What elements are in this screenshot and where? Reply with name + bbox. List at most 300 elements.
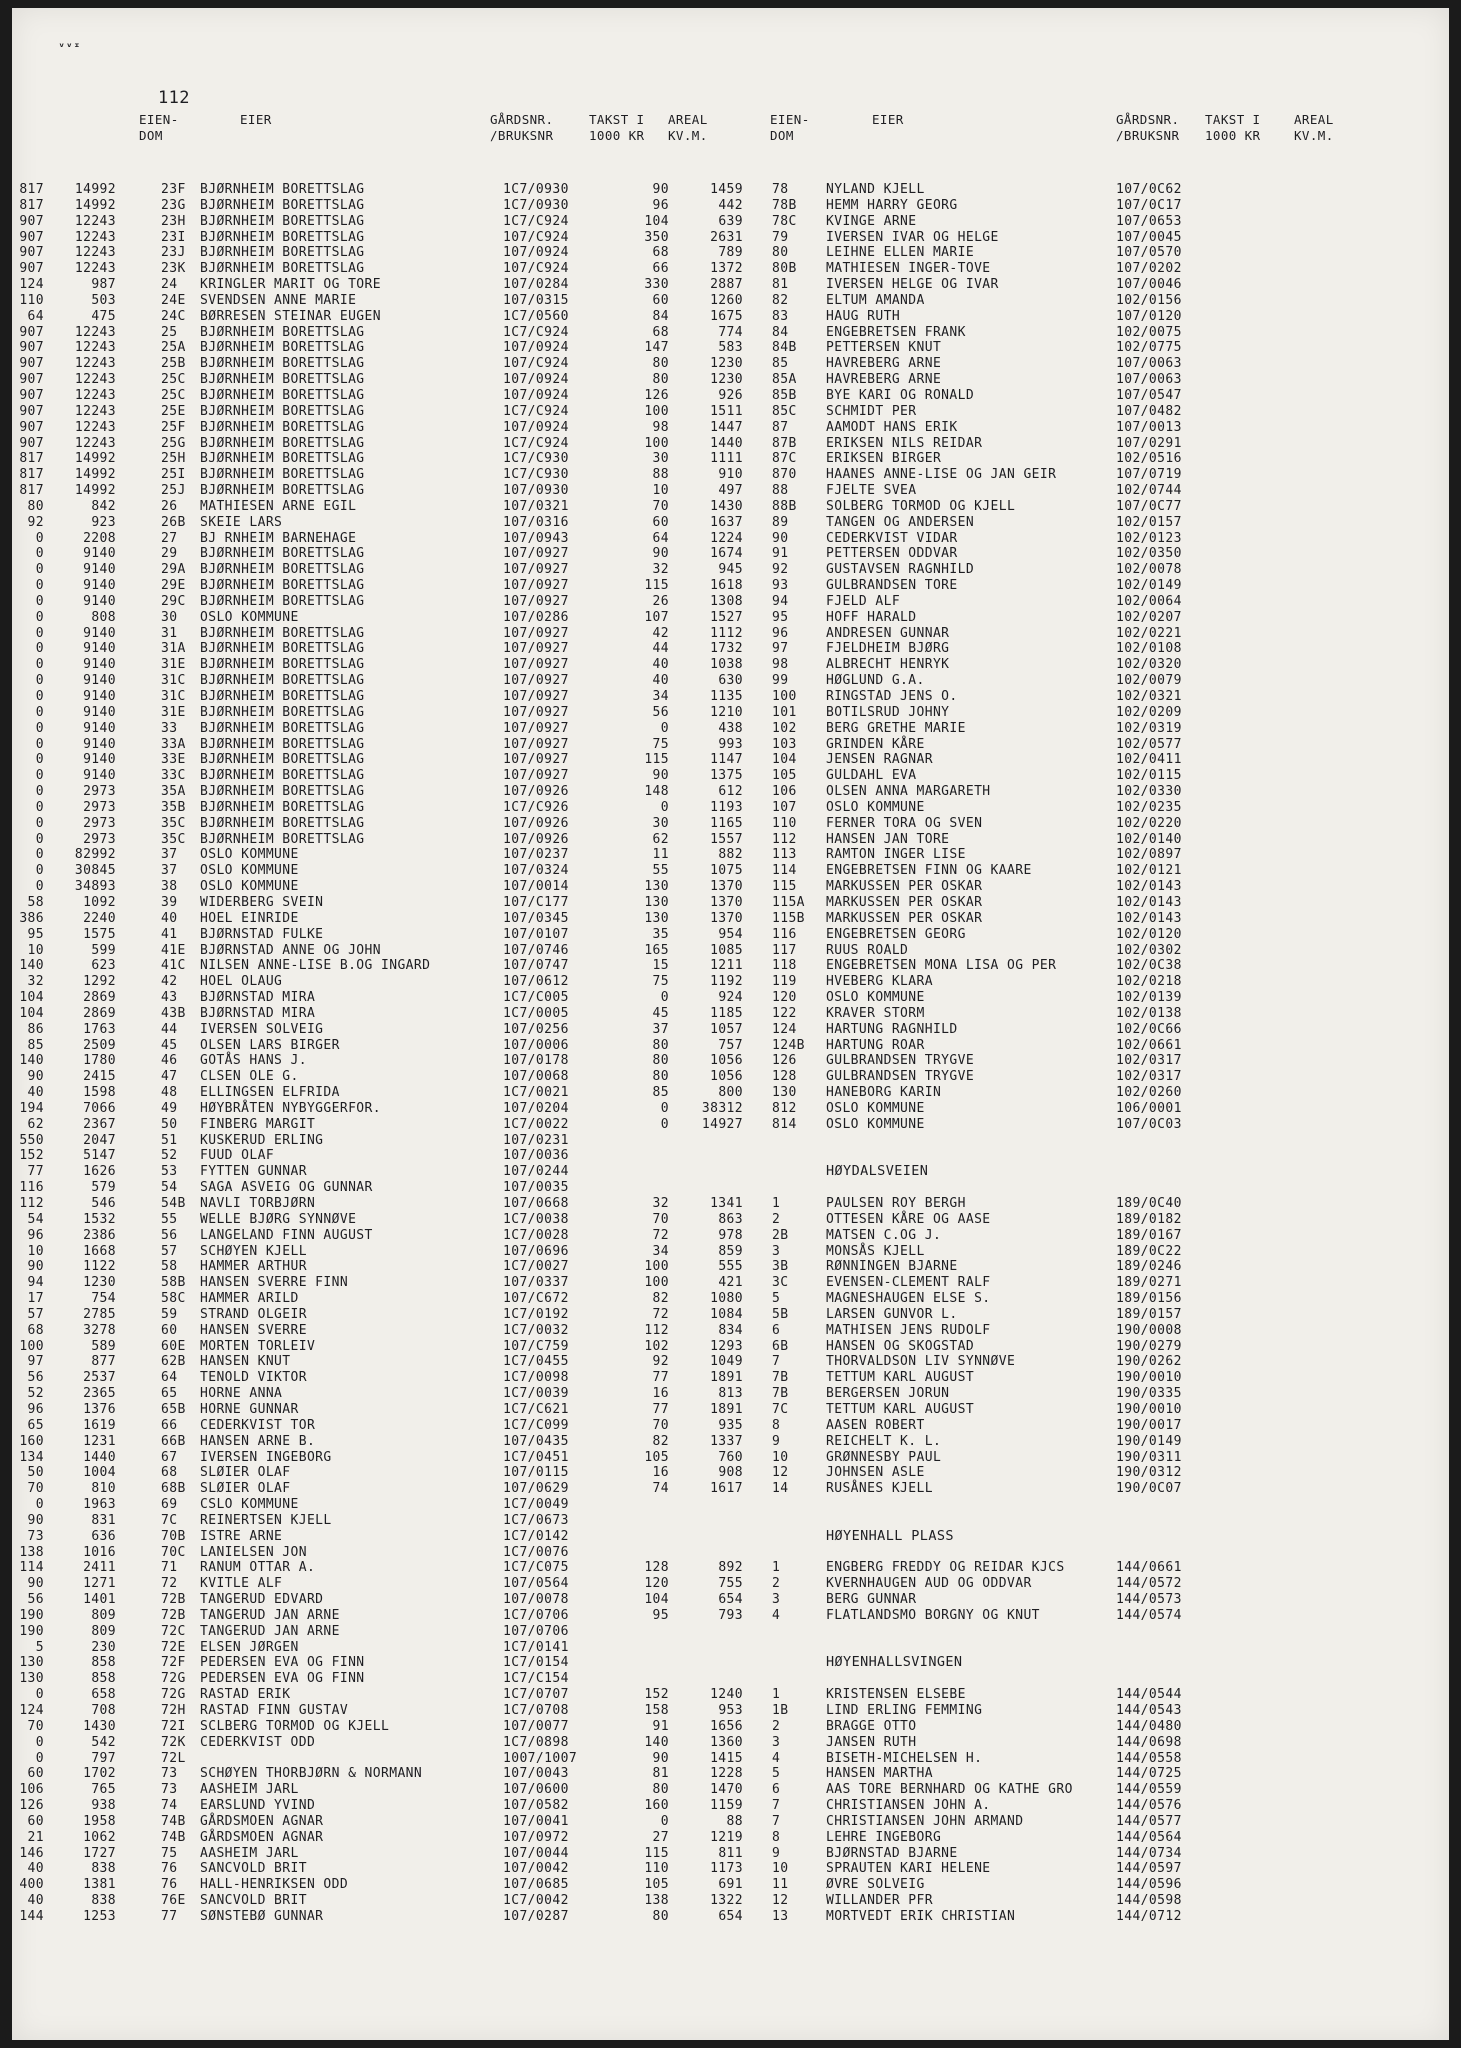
header-takst: TAKST I 1000 KR bbox=[589, 112, 645, 143]
takst-cell: 88 bbox=[652, 467, 669, 483]
takst-cell: 144 bbox=[19, 1908, 44, 1924]
areal-cell: 599 bbox=[91, 942, 116, 958]
eiendom-cell: 7B bbox=[772, 1370, 789, 1386]
eier-cell: FYTTEN GUNNAR bbox=[200, 1164, 307, 1180]
areal-cell: 691 bbox=[718, 1877, 743, 1893]
eiendom-cell: 40 bbox=[161, 910, 178, 926]
areal-cell: 923 bbox=[91, 514, 116, 530]
areal-cell: 2208 bbox=[83, 530, 116, 546]
takst-cell: 70 bbox=[27, 1718, 44, 1734]
gardsnr-cell: 107/0927 bbox=[503, 578, 569, 594]
eier-cell: HOFF HARALD bbox=[826, 609, 917, 625]
gardsnr-cell: 107/0237 bbox=[503, 847, 569, 863]
takst-cell: 80 bbox=[652, 1908, 669, 1924]
eier-cell: NYLAND KJELL bbox=[826, 182, 925, 197]
gardsnr-cell: 1C7/0898 bbox=[503, 1734, 569, 1750]
areal-cell: 658 bbox=[91, 1687, 116, 1703]
eiendom-cell: 83 bbox=[772, 308, 789, 324]
takst-cell: 90 bbox=[652, 1750, 669, 1766]
takst-cell: 110 bbox=[19, 292, 44, 308]
takst-cell: 80 bbox=[652, 1037, 669, 1053]
eiendom-cell: 85 bbox=[772, 356, 789, 372]
eiendom-cell: 72F bbox=[161, 1655, 186, 1671]
eier-cell: GOTÅS HANS J. bbox=[200, 1053, 307, 1069]
eier-cell: TETTUM KARL AUGUST bbox=[826, 1370, 975, 1386]
eier-cell: BJØRNHEIM BORETTSLAG bbox=[200, 768, 365, 784]
header-gardsnr: GÅRDSNR. /BRUKSNR bbox=[490, 112, 554, 143]
takst-cell: 138 bbox=[644, 1893, 669, 1909]
gardsnr-cell: 107/0321 bbox=[503, 498, 569, 514]
areal-cell: 1656 bbox=[710, 1718, 743, 1734]
gardsnr-cell: 107/0345 bbox=[503, 910, 569, 926]
eiendom-cell: 92 bbox=[772, 562, 789, 578]
areal-cell: 12243 bbox=[74, 372, 116, 388]
eier-cell: HOEL EINRIDE bbox=[200, 910, 299, 926]
gardsnr-cell: 107/0926 bbox=[503, 815, 569, 831]
takst-cell: 0 bbox=[35, 1750, 44, 1766]
eiendom-cell: 7B bbox=[772, 1386, 789, 1402]
takst-cell: 60 bbox=[652, 292, 669, 308]
areal-cell: 12243 bbox=[74, 435, 116, 451]
gardsnr-cell: 189/0156 bbox=[1116, 1291, 1182, 1307]
gardsnr-cell: 1C7/C099 bbox=[503, 1417, 569, 1433]
gardsnr-cell: 107/0600 bbox=[503, 1782, 569, 1798]
takst-cell: 68 bbox=[652, 245, 669, 261]
gardsnr-cell: 144/0734 bbox=[1116, 1845, 1182, 1861]
areal-cell: 497 bbox=[718, 483, 743, 499]
eier-cell: HORNE ANNA bbox=[200, 1386, 283, 1402]
takst-cell: 21 bbox=[27, 1829, 44, 1845]
eier-cell: BJØRNHEIM BORETTSLAG bbox=[200, 562, 365, 578]
takst-cell: 126 bbox=[644, 387, 669, 403]
areal-cell: 708 bbox=[91, 1703, 116, 1718]
eier-cell: MATHIESEN ARNE EGIL bbox=[200, 498, 357, 514]
header-eier: EIER bbox=[240, 112, 272, 127]
areal-cell: 9140 bbox=[83, 704, 116, 720]
takst-cell: 160 bbox=[644, 1798, 669, 1814]
takst-cell: 0 bbox=[35, 673, 44, 689]
eier-cell: BJØRNHEIM BORETTSLAG bbox=[200, 593, 365, 609]
gardsnr-cell: 1C7/0049 bbox=[503, 1497, 569, 1513]
areal-cell: 579 bbox=[91, 1180, 116, 1196]
eier-cell: SANCVOLD BRIT bbox=[200, 1861, 307, 1877]
eier-cell: HALL-HENRIKSEN ODD bbox=[200, 1877, 349, 1893]
takst-cell: 91 bbox=[652, 1718, 669, 1734]
takst-cell: 75 bbox=[652, 974, 669, 990]
eiendom-cell: 25B bbox=[161, 356, 186, 372]
gardsnr-cell: 189/0182 bbox=[1116, 1211, 1182, 1227]
takst-cell: 97 bbox=[27, 1354, 44, 1370]
areal-cell: 555 bbox=[718, 1259, 743, 1275]
areal-cell: 810 bbox=[91, 1481, 116, 1497]
areal-cell: 1185 bbox=[710, 1005, 743, 1021]
eiendom-cell: 87C bbox=[772, 451, 797, 467]
areal-cell: 30845 bbox=[74, 863, 116, 879]
takst-cell: 104 bbox=[19, 1005, 44, 1021]
right-column bbox=[644, 112, 1374, 1924]
eier-cell: HAUG RUTH bbox=[826, 308, 901, 324]
areal-cell: 9140 bbox=[83, 562, 116, 578]
eier-cell: HØGLUND G.A. bbox=[826, 673, 925, 689]
eier-cell: LEHRE INGEBORG bbox=[826, 1829, 942, 1845]
areal-cell: 1085 bbox=[710, 942, 743, 958]
eier-cell: FINBERG MARGIT bbox=[200, 1116, 316, 1132]
eier-cell: OSLO KOMMUNE bbox=[826, 1100, 925, 1116]
eier-cell: RINGSTAD JENS O. bbox=[826, 689, 958, 704]
eiendom-cell: 2B bbox=[772, 1227, 789, 1243]
areal-cell: 1192 bbox=[710, 974, 743, 990]
takst-cell: 26 bbox=[652, 593, 669, 609]
eiendom-cell: 72B bbox=[161, 1592, 186, 1608]
eier-cell: CHRISTIANSEN JOHN ARMAND bbox=[826, 1813, 1024, 1829]
areal-cell: 9140 bbox=[83, 736, 116, 752]
eiendom-cell: 25F bbox=[161, 419, 186, 435]
gardsnr-cell: 107/0924 bbox=[503, 419, 569, 435]
areal-cell: 1231 bbox=[83, 1433, 116, 1449]
eier-cell: GULBRANDSEN TRYGVE bbox=[826, 1069, 975, 1085]
gardsnr-cell: 107/0324 bbox=[503, 863, 569, 879]
eier-cell: JANSEN RUTH bbox=[826, 1734, 917, 1750]
gardsnr-cell: 1C7/C924 bbox=[503, 403, 569, 419]
eiendom-cell: 54B bbox=[161, 1196, 186, 1211]
areal-cell: 1381 bbox=[83, 1877, 116, 1893]
eiendom-cell: 25G bbox=[161, 435, 186, 451]
eiendom-cell: 59 bbox=[161, 1306, 178, 1322]
eier-cell: IVERSEN SOLVEIG bbox=[200, 1021, 324, 1037]
gardsnr-cell: 102/0207 bbox=[1116, 609, 1182, 625]
gardsnr-cell: 102/0079 bbox=[1116, 673, 1182, 689]
eier-cell: BJØRNHEIM BORETTSLAG bbox=[200, 657, 365, 673]
eier-cell: FJELD ALF bbox=[826, 593, 901, 609]
areal-cell: 442 bbox=[718, 197, 743, 213]
takst-cell: 190 bbox=[19, 1607, 44, 1623]
gardsnr-cell: 190/0312 bbox=[1116, 1465, 1182, 1481]
eiendom-cell: 68 bbox=[161, 1465, 178, 1481]
takst-cell: 40 bbox=[27, 1085, 44, 1101]
eier-cell: CHRISTIANSEN JOHN A. bbox=[826, 1798, 991, 1814]
takst-cell: 0 bbox=[35, 1687, 44, 1703]
takst-cell: 0 bbox=[660, 990, 669, 1006]
takst-cell: 62 bbox=[652, 831, 669, 847]
eiendom-cell: 23F bbox=[161, 182, 186, 197]
areal-cell: 760 bbox=[718, 1449, 743, 1465]
gardsnr-cell: 102/0209 bbox=[1116, 704, 1182, 720]
areal-cell: 2973 bbox=[83, 831, 116, 847]
areal-cell: 9140 bbox=[83, 578, 116, 594]
eiendom-cell: 128 bbox=[772, 1069, 797, 1085]
takst-cell: 73 bbox=[27, 1528, 44, 1544]
gardsnr-cell: 102/0143 bbox=[1116, 879, 1182, 895]
areal-cell: 639 bbox=[718, 213, 743, 229]
areal-cell: 808 bbox=[91, 609, 116, 625]
takst-cell: 907 bbox=[19, 403, 44, 419]
eier-cell: ENGEBRETSEN FRANK bbox=[826, 324, 966, 340]
takst-cell: 907 bbox=[19, 340, 44, 356]
areal-cell: 438 bbox=[718, 720, 743, 736]
gardsnr-cell: 190/0262 bbox=[1116, 1354, 1182, 1370]
takst-cell: 56 bbox=[27, 1592, 44, 1608]
eiendom-cell: 72L bbox=[161, 1750, 186, 1766]
takst-cell: 0 bbox=[35, 704, 44, 720]
areal-cell: 589 bbox=[91, 1338, 116, 1354]
areal-cell: 1675 bbox=[710, 308, 743, 324]
takst-cell: 70 bbox=[27, 1481, 44, 1497]
gardsnr-cell: 102/0897 bbox=[1116, 847, 1182, 863]
eiendom-cell: 5B bbox=[772, 1306, 789, 1322]
street-heading: HØYDALSVEIEN bbox=[826, 1163, 929, 1180]
eier-cell: PETTERSEN ODDVAR bbox=[826, 546, 958, 562]
gardsnr-cell: 102/0260 bbox=[1116, 1085, 1182, 1101]
takst-cell: 907 bbox=[19, 435, 44, 451]
eier-cell: ELSEN JØRGEN bbox=[200, 1639, 299, 1655]
areal-cell: 858 bbox=[91, 1671, 116, 1687]
areal-cell: 583 bbox=[718, 340, 743, 356]
areal-cell: 1112 bbox=[710, 625, 743, 641]
gardsnr-cell: 1C7/0930 bbox=[503, 197, 569, 213]
gardsnr-cell: 1C7/0027 bbox=[503, 1259, 569, 1275]
eiendom-cell: 50 bbox=[161, 1116, 178, 1132]
takst-cell: 386 bbox=[19, 910, 44, 926]
takst-cell: 90 bbox=[652, 182, 669, 197]
takst-cell: 75 bbox=[652, 736, 669, 752]
gardsnr-cell: 107/0286 bbox=[503, 609, 569, 625]
gardsnr-cell: 1C7/0560 bbox=[503, 308, 569, 324]
gardsnr-cell: 107/0927 bbox=[503, 657, 569, 673]
takst-cell: 126 bbox=[19, 1798, 44, 1814]
areal-cell: 14992 bbox=[74, 451, 116, 467]
takst-cell: 60 bbox=[27, 1813, 44, 1829]
takst-cell: 0 bbox=[35, 657, 44, 673]
areal-cell: 1763 bbox=[83, 1021, 116, 1037]
areal-cell: 12243 bbox=[74, 324, 116, 340]
eier-cell: CSLO KOMMUNE bbox=[200, 1497, 299, 1513]
eiendom-cell: 122 bbox=[772, 1005, 797, 1021]
eiendom-cell: 62B bbox=[161, 1354, 186, 1370]
areal-cell: 1958 bbox=[83, 1813, 116, 1829]
gardsnr-cell: 1C7/C154 bbox=[503, 1671, 569, 1687]
eiendom-cell: 65B bbox=[161, 1401, 186, 1417]
eier-cell: SOLBERG TORMOD OG KJELL bbox=[826, 498, 1016, 514]
eier-cell: LANGELAND FINN AUGUST bbox=[200, 1227, 373, 1243]
areal-cell: 858 bbox=[91, 1655, 116, 1671]
eiendom-cell: 812 bbox=[772, 1100, 797, 1116]
takst-cell: 64 bbox=[652, 530, 669, 546]
eiendom-cell: 101 bbox=[772, 704, 797, 720]
takst-cell: 0 bbox=[35, 768, 44, 784]
eier-cell: STRAND OLGEIR bbox=[200, 1306, 307, 1322]
areal-cell: 12243 bbox=[74, 356, 116, 372]
takst-cell: 5 bbox=[35, 1639, 44, 1655]
eiendom-cell: 35B bbox=[161, 799, 186, 815]
eier-cell: HOEL OLAUG bbox=[200, 974, 283, 990]
gardsnr-cell: 107/0924 bbox=[503, 387, 569, 403]
gardsnr-cell: 1C7/0098 bbox=[503, 1370, 569, 1386]
eiendom-cell: 87B bbox=[772, 435, 797, 451]
eiendom-cell: 2 bbox=[772, 1211, 781, 1227]
takst-cell: 907 bbox=[19, 419, 44, 435]
gardsnr-cell: 1C7/0706 bbox=[503, 1607, 569, 1623]
takst-cell: 0 bbox=[35, 625, 44, 641]
gardsnr-cell: 144/0574 bbox=[1116, 1607, 1182, 1623]
eier-cell: ISTRE ARNE bbox=[200, 1528, 283, 1544]
gardsnr-cell: 107/0927 bbox=[503, 641, 569, 657]
eiendom-cell: 72H bbox=[161, 1703, 186, 1718]
areal-cell: 2869 bbox=[83, 990, 116, 1006]
eier-cell: BJØRNHEIM BORETTSLAG bbox=[200, 467, 365, 483]
takst-cell: 907 bbox=[19, 372, 44, 388]
eier-cell: BJØRNHEIM BORETTSLAG bbox=[200, 324, 365, 340]
gardsnr-cell: 102/0078 bbox=[1116, 562, 1182, 578]
takst-cell: 77 bbox=[27, 1164, 44, 1180]
takst-cell: 64 bbox=[27, 308, 44, 324]
eiendom-cell: 23J bbox=[161, 245, 186, 261]
eier-cell: ØVRE SOLVEIG bbox=[826, 1877, 925, 1893]
eiendom-cell: 870 bbox=[772, 467, 797, 483]
takst-cell: 140 bbox=[644, 1734, 669, 1750]
gardsnr-cell: 107/0046 bbox=[1116, 277, 1182, 293]
eier-cell: CEDERKVIST TOR bbox=[200, 1417, 316, 1433]
areal-cell: 1626 bbox=[83, 1164, 116, 1180]
eier-cell: BJØRNSTAD MIRA bbox=[200, 1005, 316, 1021]
gardsnr-cell: 102/0319 bbox=[1116, 720, 1182, 736]
eiendom-cell: 72B bbox=[161, 1607, 186, 1623]
eier-cell: BJ RNHEIM BARNEHAGE bbox=[200, 530, 357, 546]
areal-cell: 38312 bbox=[701, 1100, 743, 1116]
gardsnr-cell: 190/0010 bbox=[1116, 1370, 1182, 1386]
areal-cell: 1674 bbox=[710, 546, 743, 562]
eiendom-cell: 52 bbox=[161, 1148, 178, 1164]
header-eiendom: EIEN- DOM bbox=[139, 112, 179, 143]
areal-cell: 1619 bbox=[83, 1417, 116, 1433]
eiendom-cell: 56 bbox=[161, 1227, 178, 1243]
eier-cell: MARKUSSEN PER OSKAR bbox=[826, 879, 983, 895]
eiendom-cell: 72E bbox=[161, 1639, 186, 1655]
eiendom-cell: 72C bbox=[161, 1623, 186, 1639]
eier-cell: BJØRNHEIM BORETTSLAG bbox=[200, 372, 365, 388]
eiendom-cell: 31E bbox=[161, 704, 186, 720]
areal-cell: 2631 bbox=[710, 229, 743, 245]
gardsnr-cell: 107/0927 bbox=[503, 704, 569, 720]
eier-cell: REICHELT K. L. bbox=[826, 1433, 942, 1449]
eiendom-cell: 35C bbox=[161, 831, 186, 847]
eier-cell: GRINDEN KÅRE bbox=[826, 736, 925, 752]
takst-cell: 81 bbox=[652, 1766, 669, 1782]
gardsnr-cell: 102/0C66 bbox=[1116, 1021, 1182, 1037]
takst-cell: 57 bbox=[27, 1306, 44, 1322]
takst-cell: 115 bbox=[644, 578, 669, 594]
eiendom-cell: 25E bbox=[161, 403, 186, 419]
gardsnr-cell: 107/0927 bbox=[503, 673, 569, 689]
areal-cell: 1415 bbox=[710, 1750, 743, 1766]
eiendom-cell: 6 bbox=[772, 1782, 781, 1798]
gardsnr-cell: 144/0661 bbox=[1116, 1560, 1182, 1576]
eiendom-cell: 115 bbox=[772, 879, 797, 895]
eier-cell: SKEIE LARS bbox=[200, 514, 283, 530]
areal-cell: 12243 bbox=[74, 213, 116, 229]
gardsnr-cell: 102/0302 bbox=[1116, 942, 1182, 958]
areal-cell: 838 bbox=[91, 1861, 116, 1877]
eier-cell: CLSEN OLE G. bbox=[200, 1069, 299, 1085]
header-eiendom: EIEN- DOM bbox=[770, 112, 810, 143]
takst-cell: 37 bbox=[652, 1021, 669, 1037]
areal-cell: 1376 bbox=[83, 1401, 116, 1417]
takst-cell: 80 bbox=[652, 372, 669, 388]
takst-cell: 10 bbox=[27, 942, 44, 958]
takst-cell: 42 bbox=[652, 625, 669, 641]
eiendom-cell: 85C bbox=[772, 403, 797, 419]
takst-cell: 35 bbox=[652, 926, 669, 942]
gardsnr-cell: 107/0231 bbox=[503, 1132, 569, 1148]
eier-cell: BJØRNHEIM BORETTSLAG bbox=[200, 182, 365, 197]
eiendom-cell: 42 bbox=[161, 974, 178, 990]
gardsnr-cell: 102/0330 bbox=[1116, 784, 1182, 800]
eier-cell: GULDAHL EVA bbox=[826, 768, 917, 784]
eiendom-cell: 68B bbox=[161, 1481, 186, 1497]
takst-cell: 16 bbox=[652, 1465, 669, 1481]
eier-cell: AAMODT HANS ERIK bbox=[826, 419, 958, 435]
eier-cell: OSLO KOMMUNE bbox=[200, 879, 299, 895]
takst-cell: 0 bbox=[35, 562, 44, 578]
gardsnr-cell: 107/0291 bbox=[1116, 435, 1182, 451]
takst-cell: 100 bbox=[644, 435, 669, 451]
gardsnr-cell: 102/0123 bbox=[1116, 530, 1182, 546]
takst-cell: 0 bbox=[35, 593, 44, 609]
eier-cell: REINERTSEN KJELL bbox=[200, 1512, 332, 1528]
takst-cell: 34 bbox=[652, 1243, 669, 1259]
eier-cell: HANSEN OG SKOGSTAD bbox=[826, 1338, 975, 1354]
areal-cell: 2973 bbox=[83, 815, 116, 831]
takst-cell: 140 bbox=[19, 958, 44, 974]
eiendom-cell: 69 bbox=[161, 1497, 178, 1513]
eiendom-cell: 74 bbox=[161, 1798, 178, 1814]
eier-cell: PETTERSEN KNUT bbox=[826, 340, 942, 356]
eier-cell: PEDERSEN EVA OG FINN bbox=[200, 1671, 365, 1687]
eiendom-cell: 76E bbox=[161, 1893, 186, 1909]
takst-cell: 90 bbox=[652, 546, 669, 562]
areal-cell: 978 bbox=[718, 1227, 743, 1243]
eiendom-cell: 14 bbox=[772, 1481, 789, 1497]
eiendom-cell: 8 bbox=[772, 1417, 781, 1433]
gardsnr-cell: 107/0115 bbox=[503, 1465, 569, 1481]
eiendom-cell: 89 bbox=[772, 514, 789, 530]
eiendom-cell: 7 bbox=[772, 1354, 781, 1370]
areal-cell: 1618 bbox=[710, 578, 743, 594]
corner-mark: ᵛᵛᶦ bbox=[58, 40, 81, 54]
areal-cell: 2367 bbox=[83, 1116, 116, 1132]
takst-cell: 330 bbox=[644, 277, 669, 293]
areal-cell: 838 bbox=[91, 1893, 116, 1909]
gardsnr-cell: 107/0719 bbox=[1116, 467, 1182, 483]
eiendom-cell: 45 bbox=[161, 1037, 178, 1053]
street-heading: HØYENHALLSVINGEN bbox=[826, 1654, 963, 1671]
areal-cell: 1322 bbox=[710, 1893, 743, 1909]
eiendom-cell: 90 bbox=[772, 530, 789, 546]
header-areal: AREAL KV.M. bbox=[1294, 112, 1334, 143]
eiendom-cell: 74B bbox=[161, 1813, 186, 1829]
eier-cell: BJØRNHEIM BORETTSLAG bbox=[200, 720, 365, 736]
takst-cell: 56 bbox=[652, 704, 669, 720]
gardsnr-cell: 107/0547 bbox=[1116, 387, 1182, 403]
eier-cell: KVERNHAUGEN AUD OG ODDVAR bbox=[826, 1576, 1032, 1592]
street-heading: HØYENHALL PLASS bbox=[826, 1527, 954, 1544]
takst-cell: 100 bbox=[19, 1338, 44, 1354]
eiendom-cell: 78B bbox=[772, 197, 797, 213]
gardsnr-cell: 102/0140 bbox=[1116, 831, 1182, 847]
areal-cell: 863 bbox=[718, 1211, 743, 1227]
eiendom-cell: 9 bbox=[772, 1433, 781, 1449]
gardsnr-cell: 1C7/C924 bbox=[503, 435, 569, 451]
areal-cell: 1075 bbox=[710, 863, 743, 879]
